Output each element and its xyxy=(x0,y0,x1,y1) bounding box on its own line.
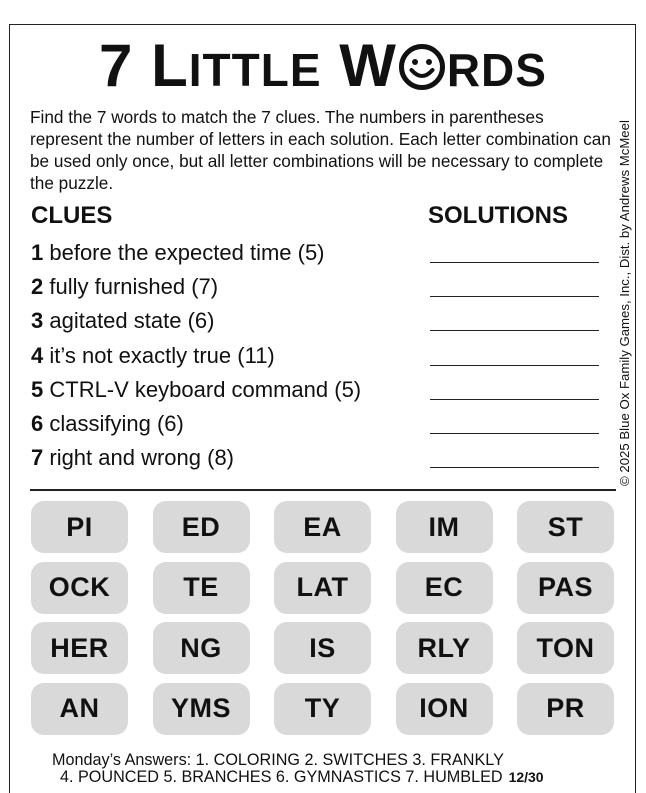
answers-line-1: Monday’s Answers: 1. COLORING 2. SWITCHES 3. FRANKLY xyxy=(52,751,504,769)
letter-tile[interactable]: OCK xyxy=(31,562,128,614)
letter-tile[interactable]: ION xyxy=(396,683,493,735)
clue-text: agitated state (6) xyxy=(43,308,215,334)
title-word2-initial: W xyxy=(339,32,397,99)
letter-tile[interactable]: YMS xyxy=(153,683,250,735)
letter-tile[interactable]: HER xyxy=(31,622,128,674)
section-divider xyxy=(30,489,616,491)
clue-number: 6 xyxy=(31,410,44,436)
solution-blank-3[interactable] xyxy=(430,330,599,331)
clue-row xyxy=(31,341,611,375)
clue-text: classifying (6) xyxy=(43,410,184,436)
clue-number: 2 xyxy=(31,274,44,300)
solution-blank-7[interactable] xyxy=(430,467,599,468)
clue-row xyxy=(31,306,611,340)
answers-line-2 xyxy=(60,769,544,786)
solution-blank-2[interactable] xyxy=(430,296,599,297)
clue-number: 4 xyxy=(31,342,44,368)
solution-blank-4[interactable] xyxy=(430,365,599,366)
letter-tile[interactable]: IM xyxy=(396,501,493,553)
letter-tile[interactable]: TY xyxy=(274,683,371,735)
smiley-face-icon xyxy=(398,43,446,91)
letter-tile[interactable]: TE xyxy=(153,562,250,614)
letter-tile[interactable]: PI xyxy=(31,501,128,553)
clue-text: CTRL-V keyboard command (5) xyxy=(43,376,362,402)
clue-number: 7 xyxy=(31,445,44,471)
clue-number: 3 xyxy=(31,308,44,334)
clue-row xyxy=(31,443,611,477)
clue-text: before the expected time (5) xyxy=(43,240,325,265)
instructions-text: Find the 7 words to match the 7 clues. The numbers in parentheses represent the number of letters in each solution. Each letter combination can be used only once, but all letter combinations will be necessary to complete the puzzle. xyxy=(30,107,611,193)
title-number: 7 xyxy=(99,32,134,99)
solution-blank-5[interactable] xyxy=(430,399,599,400)
letter-tile[interactable]: ED xyxy=(153,501,250,553)
letter-tile-grid xyxy=(31,501,615,735)
answers-line-2-text: 4. POUNCED 5. BRANCHES 6. GYMNASTICS 7. HUMBLED xyxy=(60,768,503,786)
letter-tile[interactable]: PAS xyxy=(517,562,614,614)
solution-blank-1[interactable] xyxy=(430,262,599,263)
clue-text: right and wrong (8) xyxy=(43,445,235,471)
clue-text: fully furnished (7) xyxy=(43,274,219,300)
letter-tile[interactable]: EA xyxy=(274,501,371,553)
copyright-text: © 2025 Blue Ox Family Games, Inc., Dist. by Andrews McMeel xyxy=(617,120,632,486)
puzzle-date: 12/30 xyxy=(508,769,544,785)
letter-tile[interactable]: TON xyxy=(517,622,614,674)
clue-row xyxy=(31,375,611,409)
title-word1-rest: ITTLE xyxy=(188,44,322,96)
title-word2-rest: RDS xyxy=(446,44,547,96)
clue-row xyxy=(31,238,611,272)
letter-tile[interactable]: AN xyxy=(31,683,128,735)
puzzle-title xyxy=(0,32,646,100)
letter-tile[interactable]: LAT xyxy=(274,562,371,614)
letter-tile[interactable]: EC xyxy=(396,562,493,614)
solutions-header: SOLUTIONS xyxy=(428,202,569,229)
clue-row xyxy=(31,272,611,306)
clue-text: it’s not exactly true (11) xyxy=(43,342,275,368)
clue-number: 5 xyxy=(31,376,44,402)
solution-blank-6[interactable] xyxy=(430,433,599,434)
copyright-container xyxy=(616,110,634,486)
clue-row xyxy=(31,409,611,443)
letter-tile[interactable]: RLY xyxy=(396,622,493,674)
clue-list xyxy=(31,238,611,477)
title-word1-initial: L xyxy=(151,32,189,99)
letter-tile[interactable]: IS xyxy=(274,622,371,674)
letter-tile[interactable]: ST xyxy=(517,501,614,553)
letter-tile[interactable]: PR xyxy=(517,683,614,735)
clue-number: 1 xyxy=(31,240,44,265)
clues-header: CLUES xyxy=(31,202,113,229)
letter-tile[interactable]: NG xyxy=(153,622,250,674)
